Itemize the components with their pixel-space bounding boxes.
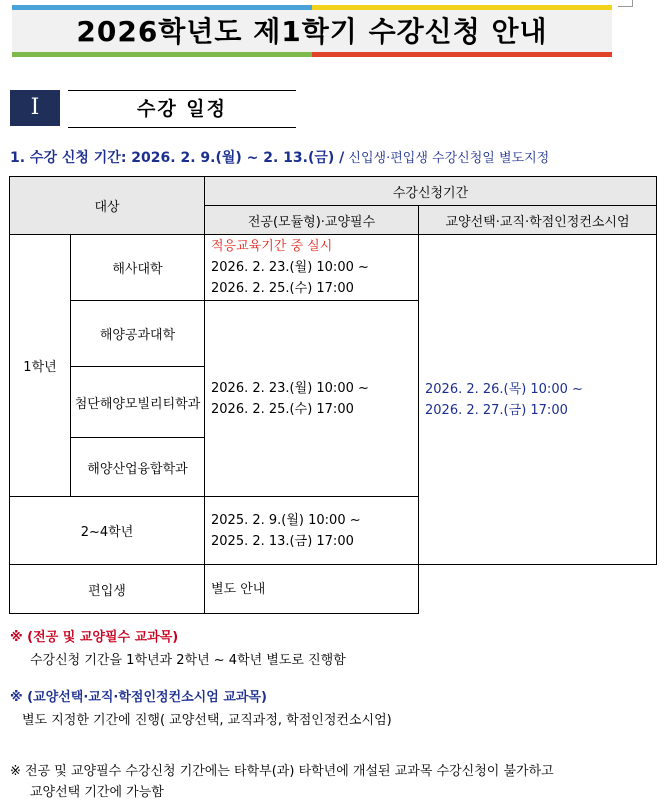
- maritime-period-end: 2026. 2. 25.(수) 17:00: [211, 281, 354, 296]
- header-period: 수강신청기간: [205, 177, 657, 206]
- grade24-period-start: 2025. 2. 9.(월) 10:00 ~: [211, 512, 361, 528]
- maritime-period-note: 적응교육기간 중 실시: [211, 239, 333, 254]
- header-major: 전공(모듈형)·교양필수: [205, 206, 419, 235]
- note-major-title: ※ (전공 및 교양필수 교과목): [10, 630, 179, 645]
- corner-crop-mark: [618, 0, 633, 7]
- elective-period: [419, 235, 657, 565]
- other-colleges-start: 2026. 2. 23.(월) 10:00 ~: [211, 380, 369, 396]
- grade1-cell: 1학년: [10, 235, 71, 497]
- college-industry-convergence: 해양산업융합학과: [71, 438, 205, 497]
- grade24-period-end: 2025. 2. 13.(금) 17:00: [211, 533, 354, 549]
- header-elective: 교양선택·교직·학점인정컨소시엄: [419, 206, 657, 235]
- grade24-cell: 2~4학년: [10, 497, 205, 565]
- enrollment-period-text: 1. 수강 신청 기간: 2026. 2. 9.(월) ~ 2. 13.(금) /: [10, 150, 345, 166]
- college-maritime: 해사대학: [71, 235, 205, 301]
- note-major-body: 수강신청 기간을 1학년과 2학년 ~ 4학년 별도로 진행함: [30, 653, 346, 668]
- other-colleges-period: [205, 301, 419, 497]
- enrollment-period-note: 신입생·편입생 수강신청일 별도지정: [344, 151, 550, 166]
- college-ocean-engineering: 해양공과대학: [71, 301, 205, 367]
- college-advanced-mobility: 첨단해양모빌리티학과: [71, 367, 205, 438]
- section-number: I: [10, 90, 60, 126]
- page-title: 2026학년도 제1학기 수강신청 안내: [12, 10, 612, 52]
- header-bottom-stripe: [12, 52, 612, 57]
- note-restriction-line1: ※ 전공 및 교양필수 수강신청 기간에는 타학부(과) 타학년에 개설된 교과목 수강신청이 불가하고: [10, 764, 554, 779]
- transfer-cell: 편입생: [10, 565, 205, 614]
- other-colleges-end: 2026. 2. 25.(수) 17:00: [211, 401, 354, 417]
- grade24-period: [205, 497, 419, 565]
- transfer-period: 별도 안내: [205, 565, 419, 614]
- note-elective-title: ※ (교양선택·교직·학점인정컨소시엄 교과목): [10, 690, 267, 705]
- elective-period-start: 2026. 2. 26.(목) 10:00 ~: [425, 381, 583, 397]
- enrollment-period-heading: [10, 147, 549, 167]
- note-restriction-line2: 교양선택 기간에 가능함: [30, 785, 164, 800]
- maritime-period: [205, 235, 419, 301]
- schedule-table: [9, 176, 657, 614]
- note-elective-body: 별도 지정한 기간에 진행( 교양선택, 교직과정, 학점인정컨소시엄): [22, 713, 392, 728]
- section-title: 수강 일정: [68, 90, 296, 128]
- header-target: 대상: [10, 177, 205, 235]
- maritime-period-start: 2026. 2. 23.(월) 10:00 ~: [211, 260, 369, 275]
- elective-period-end: 2026. 2. 27.(금) 17:00: [425, 402, 568, 418]
